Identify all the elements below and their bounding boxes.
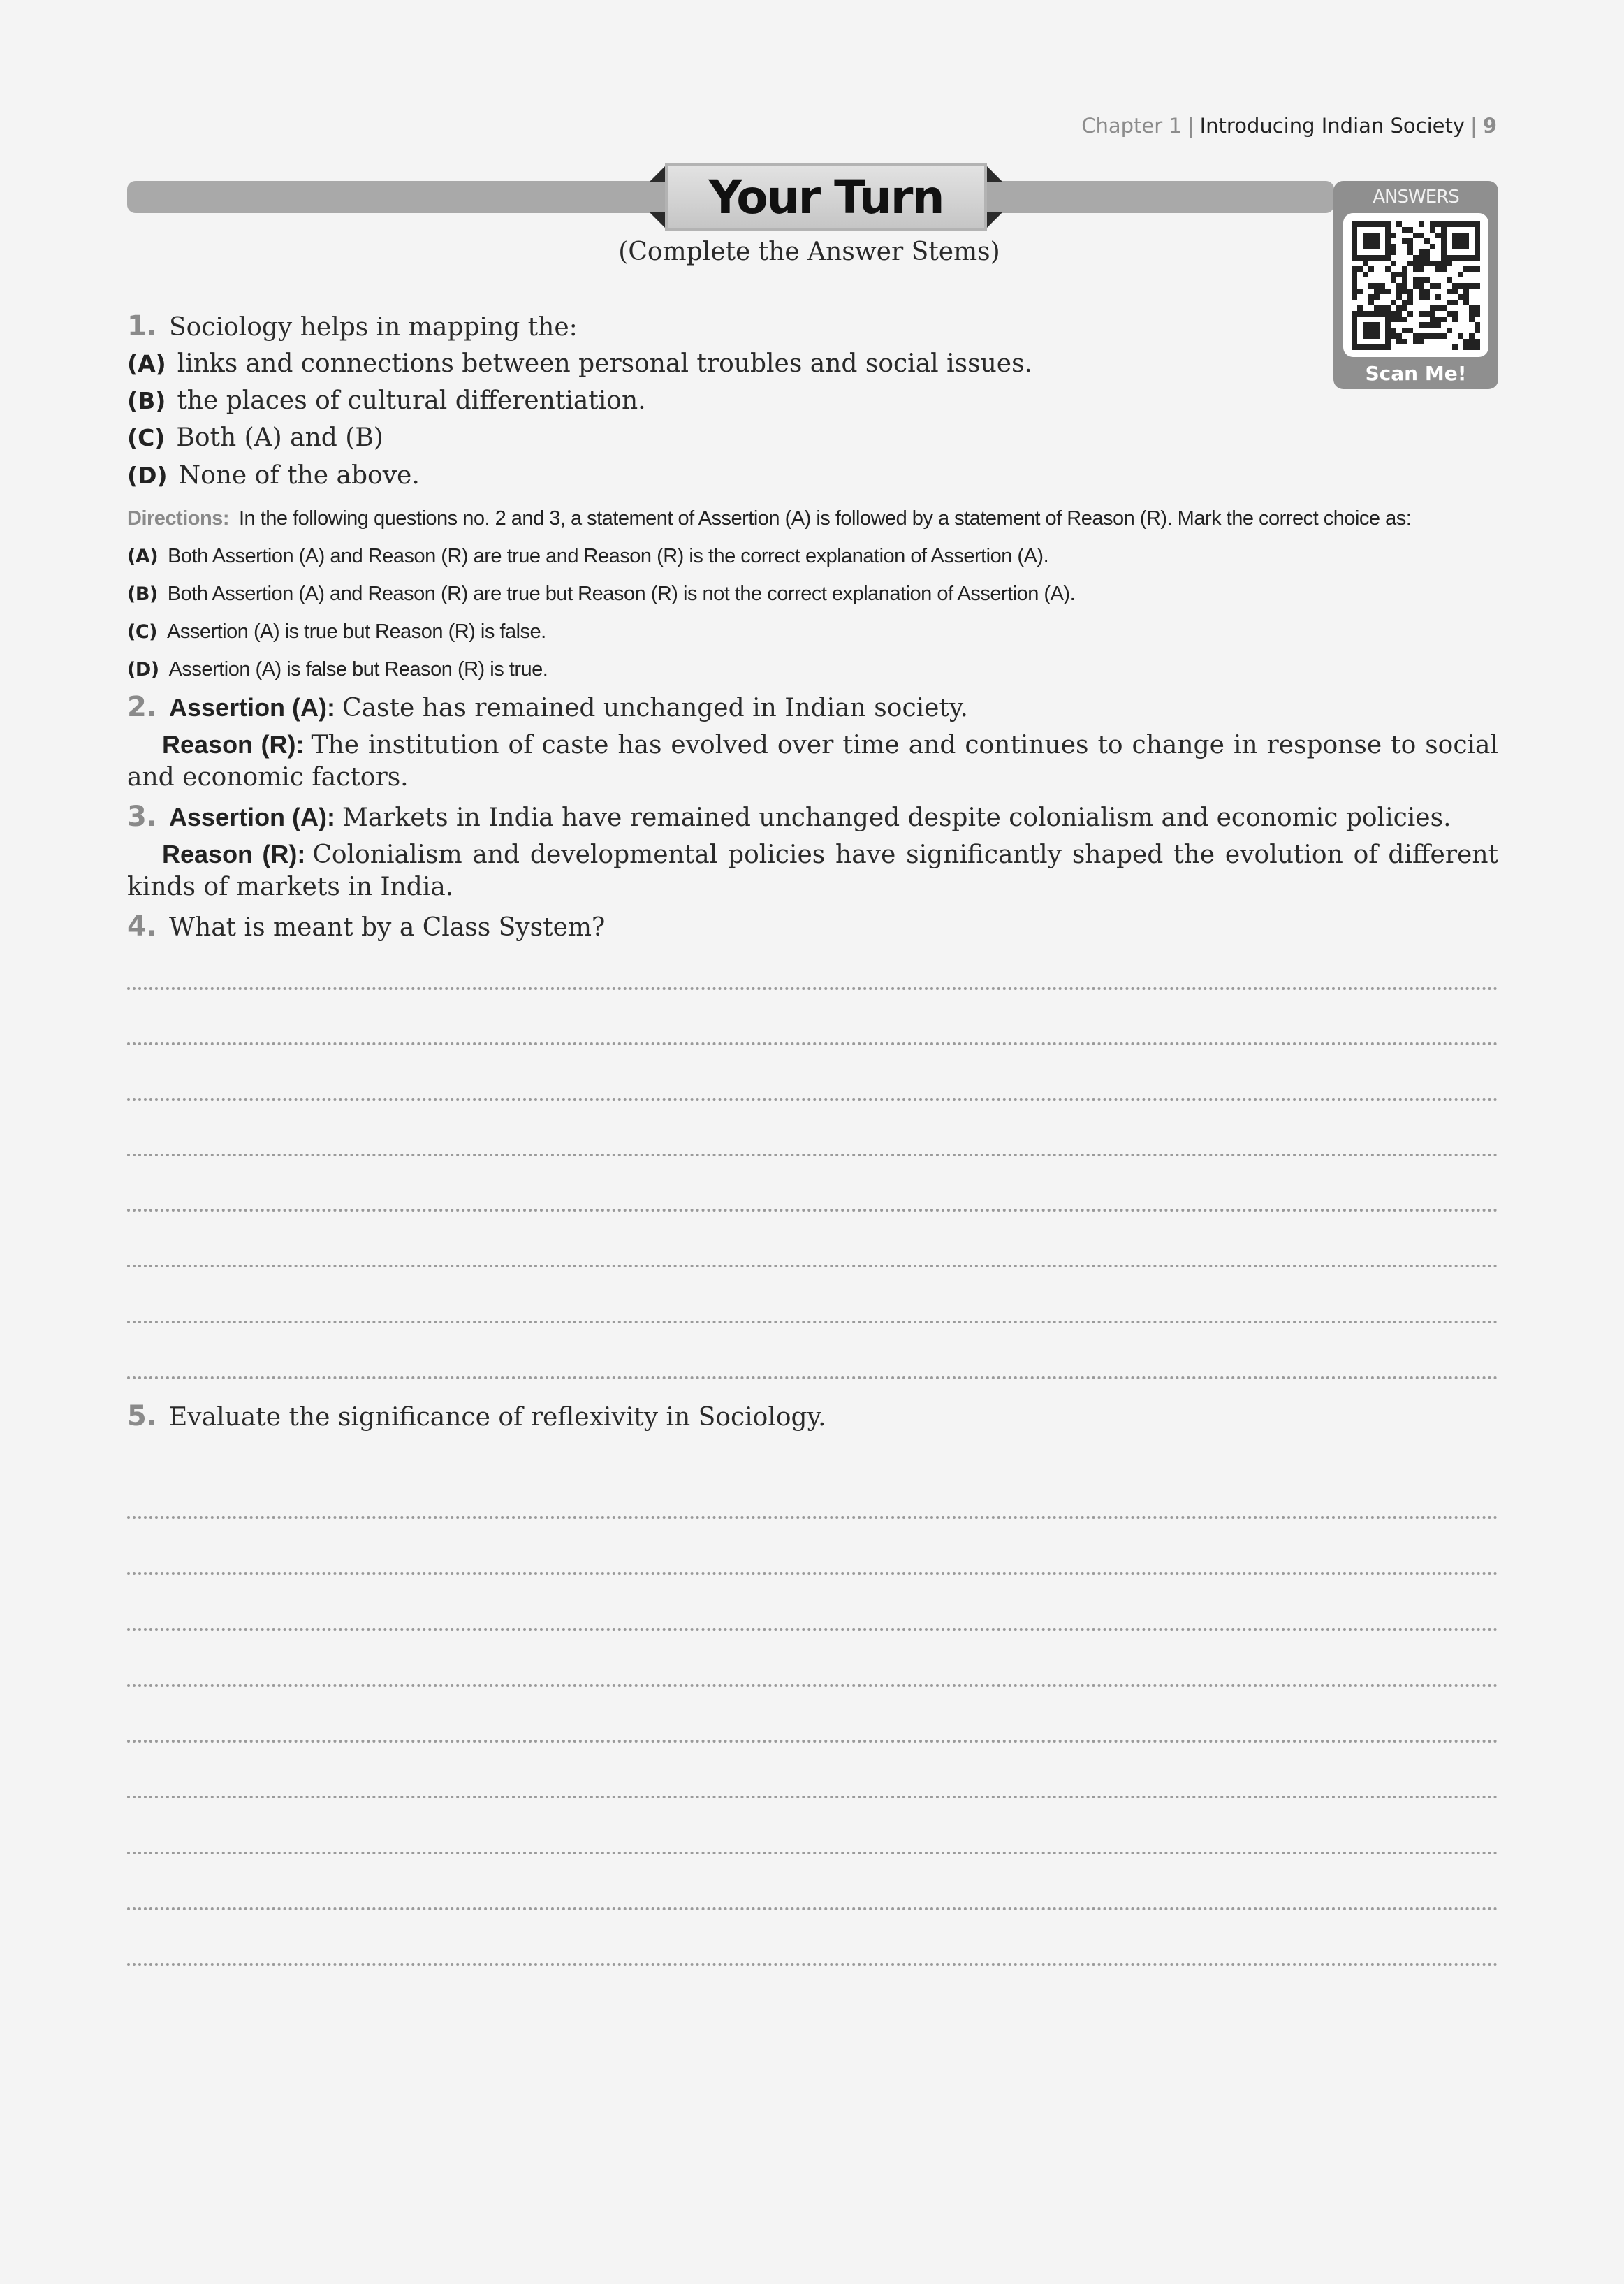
answer-line[interactable]: [127, 1376, 1498, 1379]
question-1: [127, 310, 578, 342]
question-2-reason: [127, 729, 1498, 794]
reason-text: Colonialism and developmental policies have significantly shaped the evolution of different kinds of markets in India.: [127, 841, 1498, 901]
answer-line[interactable]: [127, 1042, 1498, 1045]
option-text: Assertion (A) is false but Reason (R) is true.: [168, 658, 548, 681]
directions-option-d: [127, 658, 548, 681]
answer-line[interactable]: [127, 1572, 1498, 1575]
question-5: [127, 1400, 826, 1432]
qr-bottom-label: Scan Me!: [1365, 362, 1467, 385]
question-number: 1.: [127, 310, 158, 342]
banner-title-box: [650, 163, 1002, 231]
answer-line[interactable]: [127, 1796, 1498, 1798]
page-number: 9: [1482, 114, 1497, 138]
question-number: 5.: [127, 1400, 158, 1432]
q1-option-b: [127, 386, 646, 415]
option-text: links and connections between personal troubles and social issues.: [177, 349, 1032, 378]
option-label: (B): [127, 387, 166, 414]
q1-option-a: [127, 349, 1032, 378]
option-text: Both Assertion (A) and Reason (R) are true but Reason (R) is not the correct explanation of Assertion (A).: [167, 583, 1076, 605]
reason-label: Reason (R):: [162, 840, 306, 868]
answer-line[interactable]: [127, 1265, 1498, 1267]
question-text: Sociology helps in mapping the:: [169, 313, 578, 342]
answer-line[interactable]: [127, 1740, 1498, 1743]
option-text: None of the above.: [178, 461, 420, 490]
option-text: the places of cultural differentiation.: [177, 386, 646, 415]
option-label: (C): [127, 621, 157, 643]
answer-line[interactable]: [127, 1098, 1498, 1101]
directions: [127, 507, 1411, 530]
answer-line[interactable]: [127, 1321, 1498, 1323]
option-label: (D): [127, 462, 168, 489]
section-title: Your Turn: [665, 163, 987, 231]
section-subtitle: (Complete the Answer Stems): [618, 238, 1000, 266]
answer-line[interactable]: [127, 1209, 1498, 1212]
option-text: Both Assertion (A) and Reason (R) are true and Reason (R) is the correct explanation of Assertion (A).: [168, 545, 1049, 567]
question-text: Evaluate the significance of reflexivity in Sociology.: [169, 1403, 826, 1432]
reason-text: The institution of caste has evolved over time and continues to change in response to social and economic factors.: [127, 731, 1498, 792]
option-text: Assertion (A) is true but Reason (R) is false.: [167, 620, 546, 643]
qr-top-label: ANSWERS: [1373, 187, 1459, 208]
option-label: (A): [127, 546, 159, 567]
option-label: (A): [127, 350, 166, 377]
question-number: 3.: [127, 801, 158, 833]
option-label: (C): [127, 424, 166, 451]
answer-line[interactable]: [127, 1684, 1498, 1687]
question-number: 4.: [127, 910, 158, 943]
answer-line[interactable]: [127, 1907, 1498, 1910]
answer-line[interactable]: [127, 1154, 1498, 1156]
question-3: [127, 801, 1451, 833]
answer-line[interactable]: [127, 1516, 1498, 1519]
answers-qr-panel[interactable]: [1333, 181, 1498, 389]
directions-option-a: [127, 545, 1048, 568]
qr-code-icon[interactable]: [1343, 213, 1488, 357]
question-3-reason: [127, 838, 1498, 903]
question-4: [127, 910, 605, 943]
question-text: What is meant by a Class System?: [169, 913, 606, 942]
header-separator: |: [1187, 114, 1194, 138]
answer-line[interactable]: [127, 1852, 1498, 1854]
directions-option-b: [127, 583, 1075, 606]
directions-label: Directions:: [127, 507, 229, 530]
directions-option-c: [127, 620, 546, 643]
running-header: [1081, 114, 1497, 138]
assertion-text: Caste has remained unchanged in Indian society.: [342, 694, 968, 722]
q1-option-d: [127, 461, 420, 490]
question-number: 2.: [127, 691, 158, 723]
option-label: (D): [127, 659, 159, 681]
answer-line[interactable]: [127, 987, 1498, 990]
qr-code-pattern: [1352, 221, 1480, 350]
chapter-title: Introducing Indian Society: [1199, 114, 1465, 138]
assertion-label: Assertion (A):: [169, 693, 336, 722]
directions-text: In the following questions no. 2 and 3, a statement of Assertion (A) is followed by a statement of Reason (R). Mark the correct choice as:: [238, 507, 1412, 530]
option-label: (B): [127, 583, 158, 605]
assertion-text: Markets in India have remained unchanged despite colonialism and economic policies.: [342, 803, 1451, 832]
answer-line[interactable]: [127, 1628, 1498, 1631]
assertion-label: Assertion (A):: [169, 803, 336, 831]
answer-line[interactable]: [127, 1963, 1498, 1966]
reason-label: Reason (R):: [162, 730, 305, 759]
q1-option-c: [127, 423, 383, 452]
question-2: [127, 691, 968, 723]
chapter-label: Chapter 1: [1081, 114, 1182, 138]
header-separator: |: [1470, 114, 1477, 138]
option-text: Both (A) and (B): [176, 423, 383, 452]
